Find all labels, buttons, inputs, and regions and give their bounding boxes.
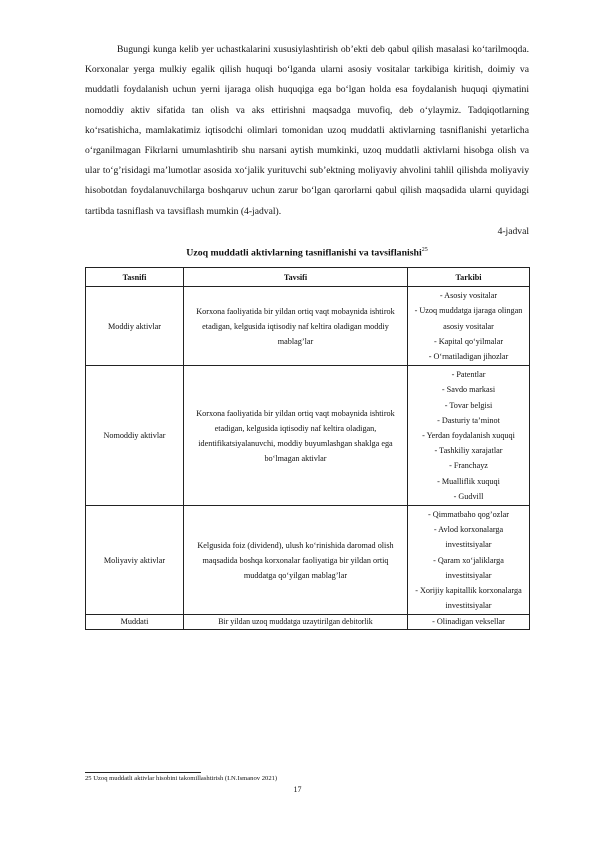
table-row [86,505,530,614]
table-header-row [86,268,530,287]
composition-item: - Mualliflik xuquqi [437,476,500,486]
page-number: 17 [293,785,302,794]
composition-item: - Tashkiliy xarajatlar [434,446,503,456]
row-composition [408,366,530,506]
row-name: Moddiy aktivlar [86,287,184,366]
footnote-divider [85,772,201,773]
composition-item: - Dasturiy ta’minot [437,415,500,425]
footnote: 25 Uzoq muddatli aktivlar hisobini takomillashtirish (I.N.Ismanov 2021) [85,775,278,782]
table-row [86,287,530,366]
row-description: Korxona faoliyatida bir yildan ortiq vaqt mobaynida ishtirok etadigan, kelgusida iqtisodiy naf keltira oladigan moddiy mablag’lar [184,287,408,366]
table-title-text: Uzoq muddatli aktivlarning tasniflanishi va tavsiflanishi [186,247,422,259]
composition-item: - Gudvill [453,491,484,501]
row-composition [408,615,530,630]
table-row [86,615,530,630]
composition-item: - Qimmatbaho qog’ozlar [428,509,509,519]
row-composition [408,287,530,366]
header-tasnifi: Tasnifi [86,268,184,287]
composition-item: - Qaram xo‘jaliklarga investitsiyalar [433,555,504,580]
composition-item: - Uzoq muddatga ijaraga olingan asosiy vositalar [414,306,523,331]
composition-item: - Asosiy vositalar [439,291,498,301]
row-description: Kelgusida foiz (dividend), ulush ko‘rinishida daromad olish maqsadida boshqa korxonalar faoliyatiga bir yildan ortiq muddatga qo‘yilgan mablag’lar [184,505,408,614]
table-title [85,242,529,261]
composition-item: - Xorijiy kapitallik korxonalarga investitsiyalar [415,585,522,611]
classification-table [85,267,530,630]
table-row [86,366,530,506]
composition-item: - Olinadigan veksellar [432,617,505,627]
header-tavsifi: Tavsifi [184,268,408,287]
composition-item: - Franchayz [449,461,488,471]
row-name: Nomoddiy aktivlar [86,366,184,506]
row-composition [408,505,530,614]
composition-item: - Tovar belgisi [444,400,493,410]
composition-item: - O‘rnatiladigan jihozlar [428,351,509,361]
composition-item: - Patentlar [451,370,486,380]
table-label: 4-jadval [497,225,529,237]
row-name: Moliyaviy aktivlar [86,505,184,614]
composition-item: - Avlod korxonalarga investitsiyalar [433,525,504,550]
body-paragraph: Bugungi kunga kelib yer uchastkalarini xususiylashtirish ob’ekti deb qabul qilish masalasi ko‘tarilmoqda. Korxonalar yerga mulkiy egalik qilish huquqi bo‘lganda ularni asosiy vositalar tarkibiga kiritish, doimiy va muddatli foydalanish uchun yerni ijaraga olish huquqiga ega bo‘lgan holda esa foydalanish huquqi qiymatini nomoddiy aktiv sifatida tan olish va aks ettirishni maqsadga muvofiq, deb o‘ylaymiz. Tadqiqotlarning ko‘rsatishicha, mamlakatimiz iqtisodchi olimlari tomonidan uzoq muddatli aktivlarning tasniflanishi yetarlicha o‘rganilmagan Fikrlarni umumlashtirib shu narsani aytish mumkinki, uzoq muddatli aktivlarni hisobga olish va ular to‘g’risidagi ma’lumotlar asosida xo‘jalik yurituvchi sub’ektning moliyaviy ahvolini tahlil qilishda moliyaviy hisobotdan foydalanuvchilarga boshqaruv uchun zarur bo‘lgan qarorlarni qabul qilish maqsadida ularni quyidagi tartibda tasniflash va tavsiflash mumkin (4-jadval). [85,44,529,217]
table-title-footnote-ref: 25 [421,246,428,253]
row-description: Bir yildan uzoq muddatga uzaytirilgan debitorlik [184,615,408,630]
composition-item: - Kapital qo‘yilmalar [433,336,504,346]
page-content [85,40,529,630]
composition-item: - Yerdan foydalanish xuquqi [422,430,515,440]
row-name: Muddati [86,615,184,630]
row-description: Korxona faoliyatida bir yildan ortiq vaqt mobaynida ishtirok etadigan, kelgusida iqtisodiy naf keltira oladigan, identifikatsiyalanuvchi, moddiy buyumlashgan shaklga ega bo‘lmagan aktivlar [184,366,408,506]
header-tarkibi: Tarkibi [408,268,530,287]
composition-item: - Savdo markasi [441,385,496,395]
